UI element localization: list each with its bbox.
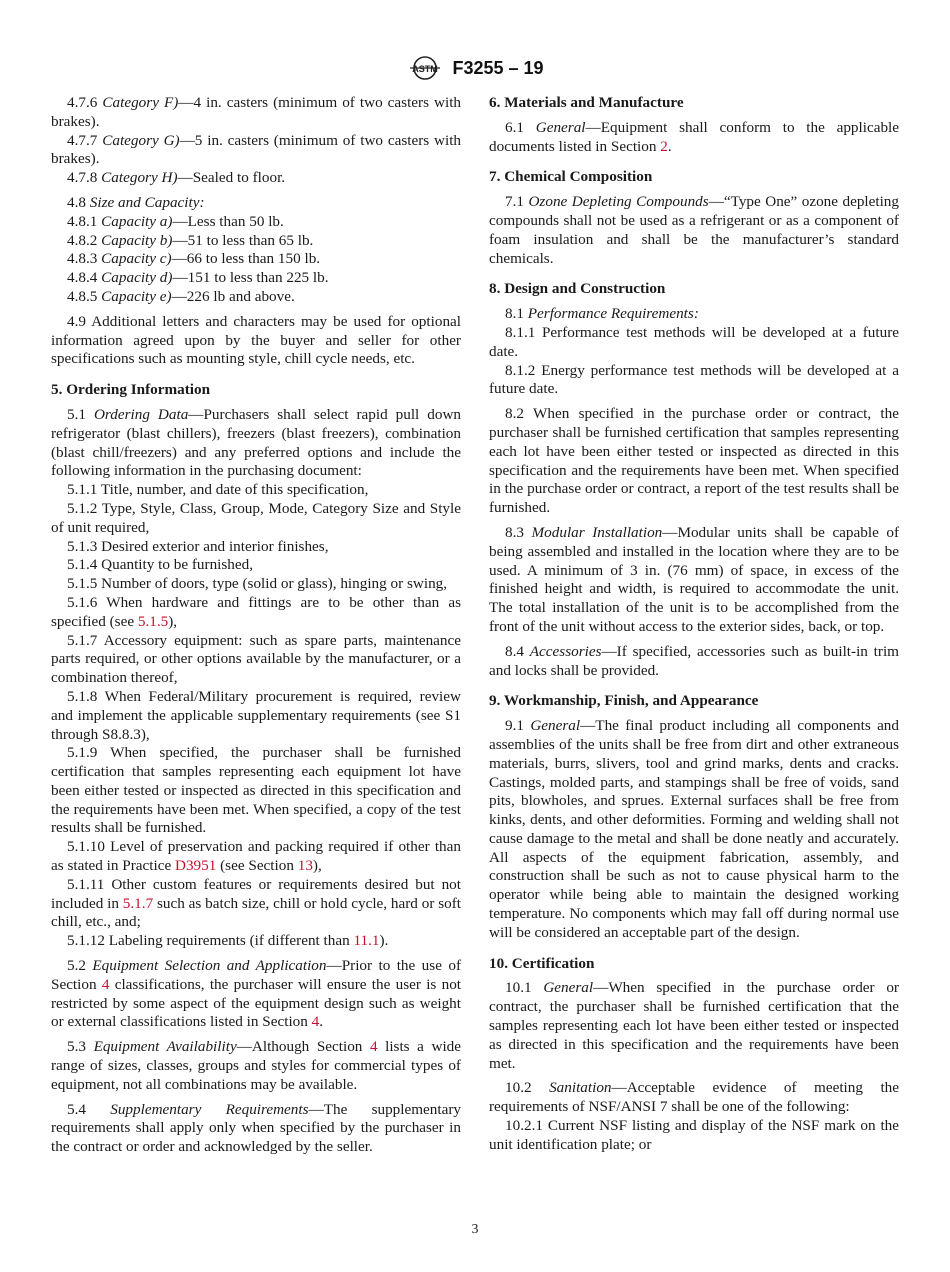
clause-5-1-5: 5.1.5 Number of doors, type (solid or glass), hinging or swing, [67, 575, 448, 593]
clause-8-1-2: 8.1.2 Energy performance test methods will be developed at a future date. [489, 361, 899, 398]
clause-4-8-5: 4.8.5 Capacity e)—226 lb and above. [67, 287, 295, 305]
section-heading-9: 9. Workmanship, Finish, and Appearance [489, 692, 759, 710]
clause-8-4: 8.4 Accessories—If specified, accessories such as built-in trim and locks shall be provided. [489, 642, 899, 679]
clause-4-8-4: 4.8.4 Capacity d)—151 to less than 225 lb. [67, 269, 329, 287]
clause-8-1: 8.1 Performance Requirements: [505, 305, 699, 323]
astm-logo-icon [406, 54, 444, 82]
clause-7-1: 7.1 Ozone Depleting Compounds—“Type One” ozone depleting compounds shall not be used as a refrigerant or as a component of foam insulation and shall be the manufacturer’s standard chemicals. [489, 193, 899, 267]
clause-6-1: 6.1 General—Equipment shall conform to the applicable documents listed in Section 2. [489, 118, 899, 155]
clause-5-1-8: 5.1.8 When Federal/Military procurement is required, review and implement the applicable supplementary requirements (see S1 through S8.8.3), [51, 687, 461, 743]
left-column [51, 94, 461, 1157]
section-heading-8: 8. Design and Construction [489, 280, 666, 298]
clause-5-4: 5.4 Supplementary Requirements—The supplementary requirements shall apply only when specified by the purchaser in the contract or order and acknowledged by the seller. [51, 1100, 461, 1156]
clause-5-1-2: 5.1.2 Type, Style, Class, Group, Mode, Category Size and Style of unit required, [51, 499, 461, 536]
clause-4-8-2: 4.8.2 Capacity b)—51 to less than 65 lb. [67, 231, 314, 249]
svg-text:ASTM: ASTM [412, 64, 439, 74]
clause-4-7-7: 4.7.7 Category G)—5 in. casters (minimum of two casters with brakes). [51, 131, 462, 168]
standard-designation: F3255 – 19 [452, 57, 544, 78]
clause-5-1: 5.1 Ordering Data—Purchasers shall select rapid pull down refrigerator (blast chillers), freezers (blast freezers), combination (blast chill/freezers) and any preferred options and include the following information in the purchasing document: [51, 405, 462, 480]
xref-link[interactable]: 5.1.5 [137, 612, 169, 630]
clause-10-2: 10.2 Sanitation—Acceptable evidence of meeting the requirements of NSF/ANSI 7 shall be one of the following: [489, 1079, 899, 1116]
section-heading-5: 5. Ordering Information [51, 381, 211, 399]
page-header [0, 54, 950, 88]
clause-5-1-9: 5.1.9 When specified, the purchaser shall be furnished certification that samples representing each equipment lot have been either tested or inspected as directed in this specification and the requirements have been met. When specified, a copy of the test results shall be furnished. [51, 744, 461, 837]
xref-link[interactable]: 4 [101, 975, 110, 993]
xref-link[interactable]: 2 [660, 137, 668, 155]
clause-4-8-1: 4.8.1 Capacity a)—Less than 50 lb. [67, 212, 284, 230]
xref-link[interactable]: D3951 [174, 857, 217, 875]
clause-5-3: 5.3 Equipment Availability—Although Section 4 lists a wide range of sizes, classes, groups and styles for commercial types of equipment, not all combinations may be available. [51, 1038, 462, 1093]
clause-8-1-1: 8.1.1 Performance test methods will be developed at a future date. [489, 323, 899, 360]
clause-5-2: 5.2 Equipment Selection and Application—Prior to the use of Section 4 classifications, the purchaser will ensure the user is not restricted by some aspect of the equipment design such as weight or external classifications listed in Section 4. [51, 957, 462, 1031]
clause-4-9: 4.9 Additional letters and characters may be used for optional information agreed upon by the buyer and seller for other specifications such as mounting style, chill cycle needs, etc. [51, 312, 461, 368]
clause-5-1-3: 5.1.3 Desired exterior and interior finishes, [67, 537, 329, 555]
xref-link[interactable]: 13 [297, 857, 313, 875]
clause-5-1-1: 5.1.1 Title, number, and date of this specification, [67, 481, 369, 499]
clause-5-1-10: 5.1.10 Level of preservation and packing required if other than as stated in Practice D3951 (see Section 13), [51, 838, 461, 875]
clause-9-1: 9.1 General—The final product including all components and assemblies of the units shall be free from dirt and other extraneous materials, burrs, slivers, tool and grind marks, dents and cracks. Castings, molded parts, and stampings shall be free of voids, sand pits, blowholes, and sprues. External surfaces shall be free from kinks, dents, and other deformities. Forming and welding shall not cause damage to the metal and shall be done neatly and accurately. All aspects of the equipment fabrication, assembly, and construction shall be such as not to cause physical harm to the operator while being able to maintain the designed working temperature. No components which may fall off during normal use will be considered an acceptable part of the design. [489, 717, 899, 941]
xref-link[interactable]: 4 [369, 1038, 378, 1056]
clause-4-7-6: 4.7.6 Category F)—4 in. casters (minimum of two casters with brakes). [51, 94, 462, 130]
section-heading-7: 7. Chemical Composition [489, 168, 653, 186]
clause-5-1-11: 5.1.11 Other custom features or requirements desired but not included in 5.1.7 such as batch size, chill or hold cycle, hard or soft chill, etc., and; [51, 875, 462, 931]
clause-4-8-3: 4.8.3 Capacity c)—66 to less than 150 lb. [67, 250, 321, 268]
clause-5-1-12: 5.1.12 Labeling requirements (if different than 11.1). [67, 932, 389, 950]
clause-8-3: 8.3 Modular Installation—Modular units shall be capable of being assembled and installed in the location where they are to be used. A minimum of 3 in. (76 mm) of space, in excess of the finished height and width, is required to accommodate the unit. The total installation of the unit is to be accomplished from the front of the unit without access to the exterior sides, back, or top. [489, 523, 900, 635]
section-heading-10: 10. Certification [489, 954, 595, 972]
clause-4-8: 4.8 Size and Capacity: [67, 193, 205, 211]
xref-link[interactable]: 11.1 [353, 932, 380, 950]
clause-4-7-8: 4.7.8 Category H)—Sealed to floor. [67, 169, 286, 187]
page-number: 3 [471, 1222, 479, 1237]
xref-link[interactable]: 4 [311, 1013, 320, 1031]
clause-5-1-6: 5.1.6 When hardware and fittings are to be other than as specified (see 5.1.5), [51, 593, 461, 630]
section-heading-6: 6. Materials and Manufacture [489, 94, 684, 111]
clause-5-1-4: 5.1.4 Quantity to be furnished, [67, 556, 254, 574]
xref-link[interactable]: 5.1.7 [122, 894, 154, 912]
clause-10-1: 10.1 General—When specified in the purchase order or contract, the purchaser shall be furnished certification that the samples representing each lot have been either tested or inspected as directed in this specification and the requirements have been met. [489, 979, 899, 1072]
clause-8-2: 8.2 When specified in the purchase order or contract, the purchaser shall be furnished certification that samples representing each lot have been either tested or inspected as directed in this specification and the requirements have been met. When specified in the purchase order or contract, a report of the test results shall be furnished. [489, 405, 899, 517]
right-column [489, 94, 899, 1155]
clause-5-1-7: 5.1.7 Accessory equipment: such as spare parts, maintenance parts required, or other options available by the manufacturer, or a combination thereof, [51, 631, 461, 687]
clause-10-2-1: 10.2.1 Current NSF listing and display of the NSF mark on the unit identification plate; or [489, 1117, 899, 1153]
